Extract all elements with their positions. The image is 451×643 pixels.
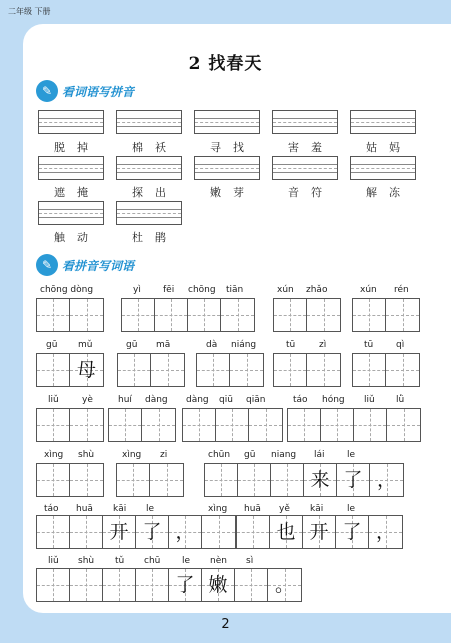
writing-cell[interactable] — [70, 409, 103, 441]
word-label: 寻找 — [210, 141, 256, 154]
writing-cell[interactable] — [37, 569, 70, 601]
writing-cell[interactable] — [304, 464, 337, 496]
writing-grid[interactable] — [182, 408, 283, 442]
writing-cell[interactable] — [109, 409, 142, 441]
pinyin-label: le — [182, 556, 191, 566]
pinyin-label: zi — [160, 450, 168, 460]
given-character: 母 — [76, 359, 96, 381]
writing-cell[interactable] — [150, 464, 183, 496]
pinyin-label: gū — [46, 340, 58, 350]
word-label: 解冻 — [366, 186, 412, 199]
writing-grid[interactable] — [287, 408, 421, 442]
section-badge-icon: ✎ — [36, 254, 58, 276]
pinyin-answer-box[interactable] — [194, 156, 260, 180]
given-character: ， — [375, 521, 395, 543]
writing-grid[interactable] — [116, 463, 184, 497]
given-character: 了 — [343, 469, 363, 491]
pinyin-answer-box[interactable] — [350, 110, 416, 134]
pinyin-label: sì — [246, 556, 254, 566]
pinyin-label: huā — [76, 504, 93, 514]
pinyin-label: chōng — [188, 285, 216, 295]
writing-cell[interactable] — [370, 464, 403, 496]
writing-cell[interactable] — [70, 354, 103, 386]
pinyin-label: lǜ — [396, 395, 405, 405]
writing-cell[interactable] — [136, 569, 169, 601]
writing-cell[interactable] — [238, 464, 271, 496]
pinyin-answer-box[interactable] — [194, 110, 260, 134]
writing-cell[interactable] — [103, 516, 136, 548]
pinyin-label: tū — [286, 340, 296, 350]
writing-cell[interactable] — [271, 464, 304, 496]
pinyin-answer-box[interactable] — [272, 156, 338, 180]
given-character: 了 — [142, 521, 162, 543]
writing-cell[interactable] — [354, 409, 387, 441]
section-badge-icon: ✎ — [36, 80, 58, 102]
writing-cell[interactable] — [270, 516, 303, 548]
lesson-title: 2 找春天 — [188, 54, 263, 74]
writing-cell[interactable] — [235, 569, 268, 601]
pinyin-label: chōng dòng — [40, 285, 94, 295]
writing-grid[interactable] — [352, 353, 420, 387]
writing-cell[interactable] — [274, 299, 307, 331]
pinyin-label: qì — [396, 340, 405, 350]
writing-cell[interactable] — [197, 354, 230, 386]
writing-cell[interactable] — [37, 354, 70, 386]
pinyin-label: xún — [277, 285, 294, 295]
writing-cell[interactable] — [118, 354, 151, 386]
pinyin-label: dà — [206, 340, 218, 350]
writing-cell[interactable] — [307, 299, 340, 331]
pinyin-label: liǔ — [364, 395, 375, 405]
writing-cell[interactable] — [202, 516, 235, 548]
pinyin-label: shù — [78, 450, 95, 460]
given-character: 嫩 — [208, 574, 228, 596]
writing-cell[interactable] — [169, 569, 202, 601]
given-character: 。 — [274, 574, 294, 596]
writing-grid[interactable] — [36, 568, 302, 602]
pinyin-answer-box[interactable] — [116, 110, 182, 134]
pinyin-label: qiān — [246, 395, 266, 405]
given-character: 开 — [109, 521, 129, 543]
given-character: 了 — [175, 574, 195, 596]
writing-cell[interactable] — [117, 464, 150, 496]
pinyin-label: kāi — [113, 504, 127, 514]
word-label: 杜鹃 — [132, 231, 178, 244]
header-bar — [0, 0, 451, 24]
pinyin-answer-box[interactable] — [116, 201, 182, 225]
pinyin-answer-box[interactable] — [38, 110, 104, 134]
pinyin-label: mā — [156, 340, 171, 350]
writing-cell[interactable] — [142, 409, 175, 441]
writing-grid[interactable] — [273, 353, 341, 387]
writing-cell[interactable] — [353, 354, 386, 386]
writing-cell[interactable] — [151, 354, 184, 386]
pinyin-label: liǔ — [48, 395, 59, 405]
pinyin-answer-box[interactable] — [350, 156, 416, 180]
writing-cell[interactable] — [37, 464, 70, 496]
pinyin-label: niang — [271, 450, 297, 460]
pinyin-answer-box[interactable] — [272, 110, 338, 134]
pinyin-label: fēi — [163, 285, 175, 295]
word-label: 姑妈 — [366, 141, 412, 154]
pinyin-label: kāi — [310, 504, 324, 514]
pinyin-label: chū — [144, 556, 161, 566]
word-label: 探出 — [132, 186, 178, 199]
writing-cell[interactable] — [202, 569, 235, 601]
writing-cell[interactable] — [237, 516, 270, 548]
pinyin-label: táo — [44, 504, 59, 514]
pinyin-label: le — [347, 450, 356, 460]
word-label: 触动 — [54, 231, 100, 244]
section-title: 看词语写拼音 — [62, 84, 135, 99]
writing-cell[interactable] — [169, 516, 202, 548]
pinyin-label: tiān — [226, 285, 244, 295]
writing-cell[interactable] — [307, 354, 340, 386]
writing-cell[interactable] — [288, 409, 321, 441]
given-character: 开 — [309, 521, 329, 543]
word-label: 遮掩 — [54, 186, 100, 199]
pinyin-label: le — [146, 504, 155, 514]
writing-cell[interactable] — [183, 409, 216, 441]
pinyin-label: chūn — [208, 450, 231, 460]
writing-cell[interactable] — [303, 516, 336, 548]
pinyin-label: yì — [133, 285, 141, 295]
pinyin-label: nèn — [210, 556, 227, 566]
pinyin-label: táo — [293, 395, 308, 405]
section-title: 看拼音写词语 — [62, 258, 135, 273]
page-number: 2 — [221, 617, 230, 632]
writing-cell[interactable] — [70, 516, 103, 548]
pinyin-label: tū — [364, 340, 374, 350]
pinyin-label: xìng — [208, 504, 228, 514]
pinyin-label: niáng — [231, 340, 257, 350]
pinyin-label: gū — [126, 340, 138, 350]
pinyin-label: huā — [244, 504, 261, 514]
writing-grid[interactable] — [117, 353, 185, 387]
writing-cell[interactable] — [122, 299, 155, 331]
writing-cell[interactable] — [155, 299, 188, 331]
writing-cell[interactable] — [205, 464, 238, 496]
pinyin-label: yě — [279, 504, 290, 514]
writing-cell[interactable] — [387, 409, 420, 441]
given-character: ， — [175, 521, 195, 543]
pinyin-answer-box[interactable] — [38, 201, 104, 225]
writing-grid[interactable] — [36, 463, 104, 497]
pinyin-label: huí — [118, 395, 132, 405]
writing-cell[interactable] — [103, 569, 136, 601]
pinyin-label: dàng — [186, 395, 209, 405]
writing-cell[interactable] — [369, 516, 402, 548]
pinyin-label: xún — [360, 285, 377, 295]
pinyin-label: xìng — [44, 450, 64, 460]
writing-grid[interactable] — [196, 353, 264, 387]
writing-cell[interactable] — [337, 464, 370, 496]
given-character: 也 — [276, 521, 296, 543]
pinyin-label: xìng — [122, 450, 142, 460]
pinyin-label: lái — [314, 450, 325, 460]
word-label: 棉袄 — [132, 141, 178, 154]
writing-cell[interactable] — [386, 354, 419, 386]
writing-grid[interactable] — [36, 515, 236, 549]
writing-cell[interactable] — [321, 409, 354, 441]
section-write-words-header — [36, 254, 134, 276]
pinyin-label: gū — [244, 450, 256, 460]
given-character: 了 — [342, 521, 362, 543]
pinyin-label: zì — [319, 340, 327, 350]
word-label: 害羞 — [288, 141, 334, 154]
pinyin-label: mǔ — [78, 340, 93, 350]
pinyin-label: rén — [394, 285, 409, 295]
pinyin-answer-box[interactable] — [38, 156, 104, 180]
writing-grid[interactable] — [204, 463, 404, 497]
word-label: 脱掉 — [54, 141, 100, 154]
writing-cell[interactable] — [230, 354, 263, 386]
pinyin-label: le — [347, 504, 356, 514]
writing-cell[interactable] — [274, 354, 307, 386]
section-read-words-header — [36, 80, 134, 102]
writing-cell[interactable] — [136, 516, 169, 548]
writing-grid[interactable] — [36, 353, 104, 387]
pinyin-label: hóng — [322, 395, 345, 405]
grade-label: 二年级 下册 — [8, 7, 51, 16]
writing-grid[interactable] — [36, 298, 104, 332]
writing-grid[interactable] — [352, 298, 420, 332]
writing-cell[interactable] — [70, 464, 103, 496]
writing-cell[interactable] — [249, 409, 282, 441]
pinyin-label: shù — [78, 556, 95, 566]
writing-cell[interactable] — [37, 299, 70, 331]
writing-cell[interactable] — [70, 569, 103, 601]
writing-cell[interactable] — [336, 516, 369, 548]
word-label: 音符 — [288, 186, 334, 199]
given-character: ， — [376, 469, 396, 491]
writing-cell[interactable] — [70, 299, 103, 331]
pinyin-label: zhǎo — [306, 285, 328, 295]
writing-grid[interactable] — [108, 408, 176, 442]
given-character: 来 — [310, 469, 330, 491]
writing-cell[interactable] — [268, 569, 301, 601]
writing-cell[interactable] — [37, 516, 70, 548]
writing-cell[interactable] — [216, 409, 249, 441]
pinyin-answer-box[interactable] — [116, 156, 182, 180]
writing-cell[interactable] — [353, 299, 386, 331]
writing-cell[interactable] — [188, 299, 221, 331]
writing-cell[interactable] — [37, 409, 70, 441]
writing-cell[interactable] — [386, 299, 419, 331]
writing-grid[interactable] — [121, 298, 255, 332]
word-label: 嫩芽 — [210, 186, 256, 199]
writing-grid[interactable] — [236, 515, 403, 549]
writing-cell[interactable] — [221, 299, 254, 331]
writing-grid[interactable] — [273, 298, 341, 332]
pinyin-label: yè — [82, 395, 93, 405]
pinyin-label: tǔ — [115, 556, 125, 566]
pinyin-label: liǔ — [48, 556, 59, 566]
pinyin-label: qiū — [219, 395, 233, 405]
pinyin-label: dàng — [145, 395, 168, 405]
writing-grid[interactable] — [36, 408, 104, 442]
